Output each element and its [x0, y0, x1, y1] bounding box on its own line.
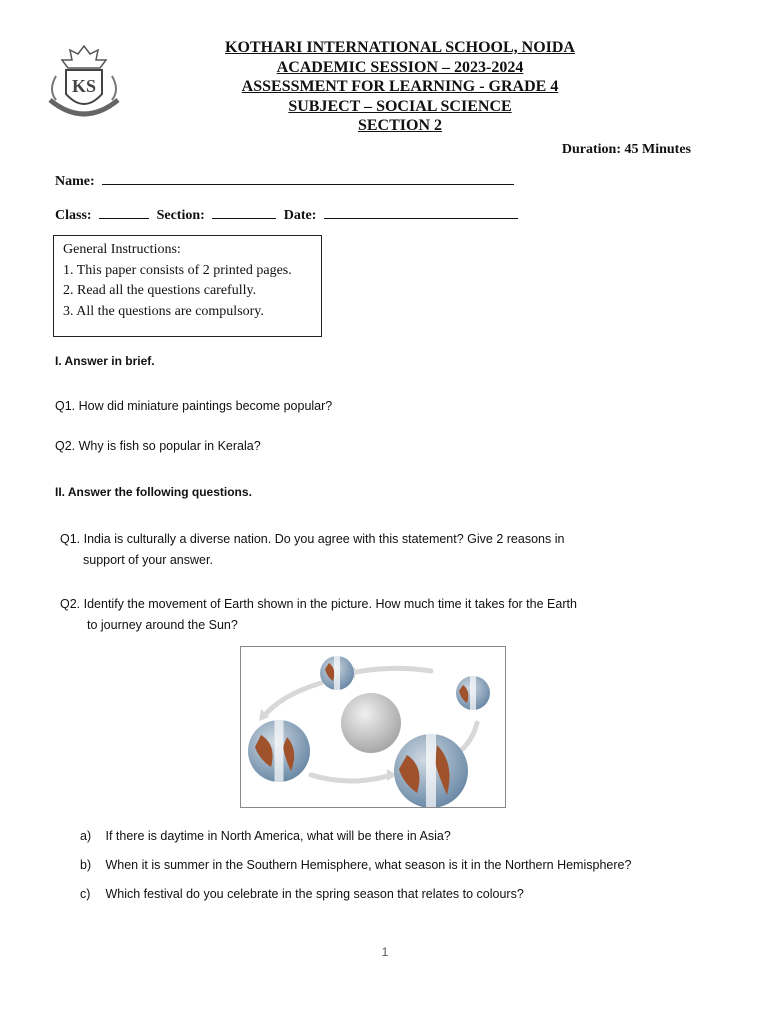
section-1-title: I. Answer in brief.: [55, 354, 155, 368]
page-number: 1: [381, 945, 389, 959]
class-label: Class:: [55, 208, 92, 223]
section-label: Section:: [156, 208, 205, 223]
earth-icon: [248, 720, 310, 782]
instructions-title: General Instructions:: [63, 242, 181, 257]
instruction-item: 1. This paper consists of 2 printed pages.: [63, 262, 292, 278]
sub-question-text: Which festival do you celebrate in the spring season that relates to colours?: [105, 887, 524, 901]
school-name: KOTHARI INTERNATIONAL SCHOOL, NOIDA: [225, 39, 575, 56]
svg-text:KS: KS: [71, 76, 97, 96]
earth-icon: [394, 734, 468, 808]
duration-label: Duration: 45 Minutes: [561, 142, 691, 157]
name-row: [55, 170, 518, 190]
question-2-1-line2: support of your answer.: [83, 553, 213, 567]
earth-icon: [456, 676, 490, 710]
question-1-1: Q1. How did miniature paintings become popular?: [55, 399, 333, 413]
date-blank[interactable]: [324, 204, 518, 219]
sub-question-label: c): [80, 887, 91, 901]
sub-question-label: b): [80, 858, 92, 872]
question-1-2: Q2. Why is fish so popular in Kerala?: [55, 439, 261, 453]
exam-header: [150, 38, 650, 136]
name-blank[interactable]: [102, 170, 514, 185]
sub-question-a: [80, 829, 451, 843]
subject-title: SUBJECT – SOCIAL SCIENCE: [288, 97, 512, 115]
academic-session: ACADEMIC SESSION – 2023-2024: [276, 58, 524, 76]
section-2-title: II. Answer the following questions.: [55, 485, 252, 499]
class-row: [55, 204, 522, 224]
sub-question-label: a): [80, 829, 92, 843]
date-label: Date:: [283, 208, 317, 223]
assessment-title: ASSESSMENT FOR LEARNING - GRADE 4: [241, 78, 559, 95]
sub-question-text: When it is summer in the Southern Hemisphere, what season is it in the Northern Hemisphere?: [105, 858, 632, 872]
instruction-item: 2. Read all the questions carefully.: [63, 283, 257, 298]
earth-revolution-figure: [240, 646, 506, 808]
section-title: SECTION 2: [357, 117, 443, 134]
general-instructions-box: [53, 235, 322, 337]
sun-icon: [341, 693, 401, 753]
question-2-2-line1: Q2. Identify the movement of Earth shown in the picture. How much time it takes for the Earth: [60, 597, 577, 611]
name-label: Name:: [55, 174, 95, 189]
sub-question-b: [80, 858, 631, 872]
question-2-2-line2: to journey around the Sun?: [87, 618, 238, 632]
sub-question-c: [80, 887, 524, 901]
sub-question-text: If there is daytime in North America, what will be there in Asia?: [105, 829, 451, 843]
question-2-1-line1: Q1. India is culturally a diverse nation. Do you agree with this statement? Give 2 reasons in: [60, 532, 565, 546]
section-blank[interactable]: [212, 204, 276, 219]
instruction-item: 3. All the questions are compulsory.: [63, 303, 264, 319]
earth-icon: [320, 656, 354, 690]
class-blank[interactable]: [99, 204, 149, 219]
school-crest-logo: [42, 42, 126, 126]
